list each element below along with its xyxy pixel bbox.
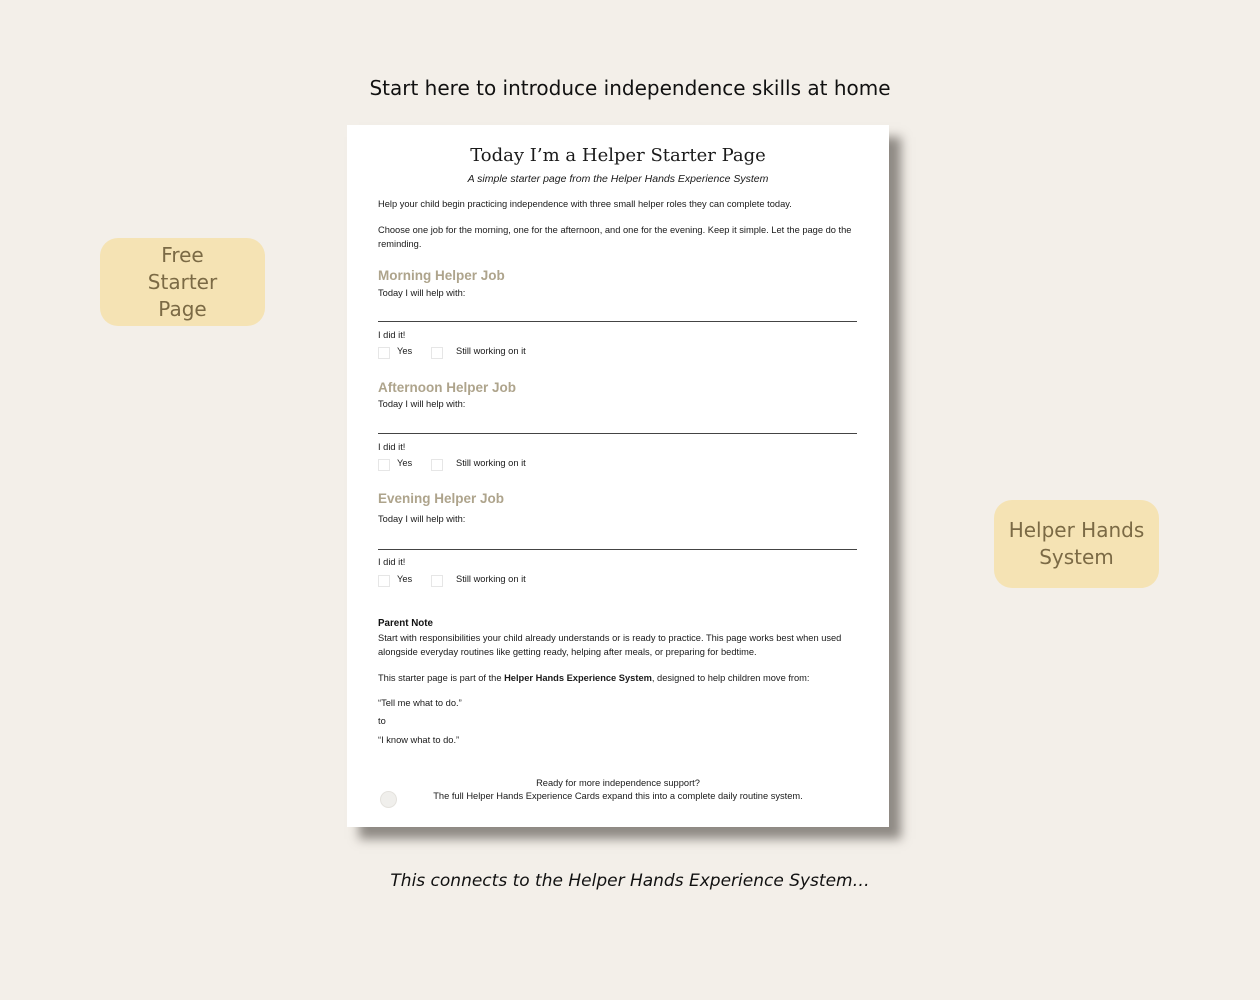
helper-hands-system-badge-label: Helper Hands System: [1008, 518, 1145, 569]
morning-did-it-label: I did it!: [378, 330, 406, 340]
helper-hands-system-badge: [994, 500, 1159, 588]
system-name: Helper Hands Experience System: [504, 673, 652, 683]
evening-working-label: Still working on it: [456, 574, 526, 584]
morning-write-line[interactable]: [378, 321, 857, 322]
system-sentence-suffix: , designed to help children move from:: [651, 673, 810, 683]
evening-section-title: Evening Helper Job: [378, 491, 505, 506]
parent-note-title: Parent Note: [378, 618, 433, 629]
quote-from: “Tell me what to do.”: [378, 698, 462, 708]
afternoon-working-checkbox[interactable]: [431, 459, 443, 471]
page-tagline: This connects to the Helper Hands Experience System…: [390, 871, 870, 891]
footer-line-1: Ready for more independence support?: [536, 778, 700, 788]
evening-prompt-label: Today I will help with:: [378, 514, 466, 524]
evening-working-checkbox[interactable]: [431, 575, 443, 587]
system-sentence-prefix: This starter page is part of the: [378, 673, 505, 683]
afternoon-working-label: Still working on it: [456, 458, 526, 468]
quote-to: “I know what to do.”: [378, 735, 460, 745]
evening-yes-checkbox[interactable]: [378, 575, 390, 587]
system-sentence: [378, 672, 860, 686]
quote-to-word: to: [378, 716, 386, 726]
document-title: Today I’m a Helper Starter Page: [470, 145, 766, 166]
evening-yes-label: Yes: [397, 574, 413, 584]
afternoon-yes-label: Yes: [397, 458, 413, 468]
instructions-paragraph: Choose one job for the morning, one for the afternoon, and one for the evening. Keep it simple. Let the page do the reminding.: [378, 225, 852, 249]
intro-paragraph: Help your child begin practicing independence with three small helper roles they can complete today.: [378, 199, 792, 209]
afternoon-did-it-label: I did it!: [378, 442, 406, 452]
morning-working-label: Still working on it: [456, 346, 526, 356]
afternoon-write-line[interactable]: [378, 433, 857, 434]
morning-working-checkbox[interactable]: [431, 347, 443, 359]
free-starter-page-badge: [100, 238, 265, 326]
morning-yes-checkbox[interactable]: [378, 347, 390, 359]
evening-write-line[interactable]: [378, 549, 857, 550]
page-headline: Start here to introduce independence skills at home: [369, 76, 891, 100]
free-starter-page-badge-label: Free Starter Page: [147, 242, 218, 321]
afternoon-yes-checkbox[interactable]: [378, 459, 390, 471]
evening-did-it-label: I did it!: [378, 557, 406, 567]
footer-line-2: The full Helper Hands Experience Cards expand this into a complete daily routine system.: [433, 791, 803, 801]
afternoon-section-title: Afternoon Helper Job: [378, 380, 517, 395]
document-subtitle: A simple starter page from the Helper Hands Experience System: [467, 173, 769, 185]
afternoon-prompt-label: Today I will help with:: [378, 399, 466, 409]
morning-section-title: Morning Helper Job: [378, 268, 505, 283]
parent-note-body: Start with responsibilities your child already understands or is ready to practice. This page works best when used alongside everyday routines like getting ready, helping after meals, or preparing for bedtime.: [378, 633, 842, 657]
starter-page-document: [347, 125, 889, 827]
morning-yes-label: Yes: [397, 346, 413, 356]
morning-prompt-label: Today I will help with:: [378, 288, 466, 298]
